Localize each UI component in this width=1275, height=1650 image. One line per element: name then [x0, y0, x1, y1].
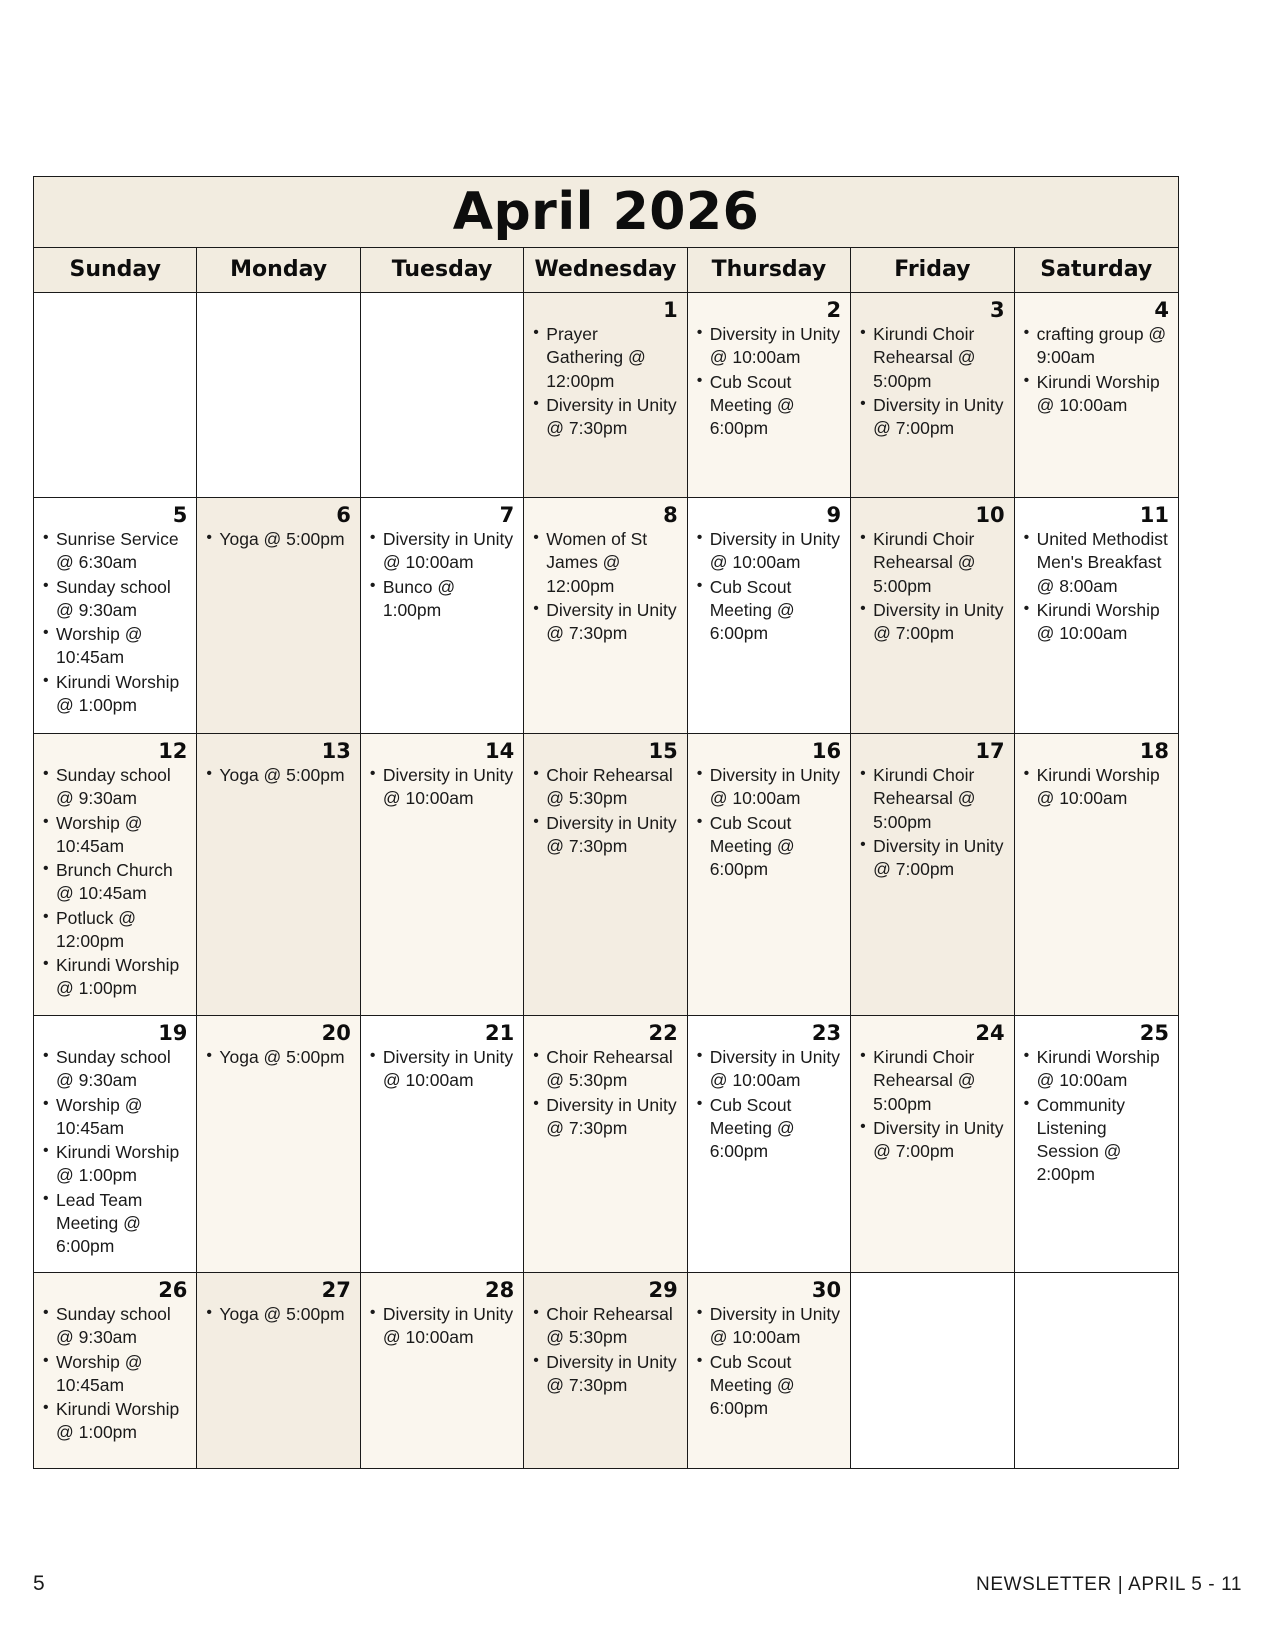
calendar-week-row [34, 498, 1178, 734]
day-cell-empty[interactable] [1015, 1273, 1178, 1468]
day-number: 2 [826, 298, 842, 322]
day-event-list [697, 764, 841, 881]
day-cell-empty[interactable] [197, 293, 360, 497]
event-item[interactable]: • Diversity in Unity @ 10:00am [697, 323, 841, 370]
calendar-week-row [34, 1273, 1178, 1468]
day-event-list [697, 323, 841, 440]
day-number: 6 [336, 503, 351, 527]
calendar-week-row [34, 1016, 1178, 1273]
day-event-list [43, 528, 187, 717]
event-item[interactable]: • Diversity in Unity @ 10:00am [370, 764, 514, 811]
event-item[interactable]: • Yoga @ 5:00pm [206, 528, 350, 551]
day-cell-19[interactable] [34, 1016, 197, 1272]
event-item[interactable]: • Choir Rehearsal @ 5:30pm [533, 1303, 677, 1350]
day-event-list [370, 764, 514, 811]
event-item[interactable]: • Sunday school @ 9:30am [43, 1303, 187, 1350]
day-cell-27[interactable] [197, 1273, 360, 1468]
day-number: 8 [663, 503, 678, 527]
event-item[interactable]: • Cub Scout Meeting @ 6:00pm [697, 576, 841, 646]
day-number: 1 [663, 298, 678, 322]
event-item[interactable]: • Bunco @ 1:00pm [370, 576, 514, 623]
day-cell-12[interactable] [34, 734, 197, 1015]
event-item[interactable]: • Diversity in Unity @ 10:00am [370, 1303, 514, 1350]
calendar-month-header [34, 177, 1178, 248]
day-number: 19 [158, 1021, 188, 1045]
event-item[interactable]: • Diversity in Unity @ 7:00pm [860, 1117, 1004, 1164]
calendar-weeks [34, 293, 1178, 1468]
day-cell-15[interactable] [524, 734, 687, 1015]
event-item[interactable]: • Sunday school @ 9:30am [43, 1046, 187, 1093]
day-cell-21[interactable] [361, 1016, 524, 1272]
event-item[interactable]: • Yoga @ 5:00pm [206, 764, 350, 787]
event-item[interactable]: • Choir Rehearsal @ 5:30pm [533, 764, 677, 811]
event-item[interactable]: • Kirundi Worship @ 1:00pm [43, 671, 187, 718]
day-cell-18[interactable] [1015, 734, 1178, 1015]
day-cell-7[interactable] [361, 498, 524, 733]
day-number: 13 [321, 739, 351, 763]
day-event-list [533, 764, 677, 858]
month-title: April 2026 [452, 182, 760, 242]
event-item[interactable]: • Diversity in Unity @ 10:00am [370, 528, 514, 575]
event-item[interactable]: • crafting group @ 9:00am [1024, 323, 1169, 370]
day-number: 14 [485, 739, 515, 763]
weekday-header-wednesday: Wednesday [524, 248, 687, 292]
event-item[interactable]: • Kirundi Worship @ 10:00am [1024, 371, 1169, 418]
day-cell-2[interactable] [688, 293, 851, 497]
event-item[interactable]: • Worship @ 10:45am [43, 1351, 187, 1398]
weekday-header-sunday: Sunday [34, 248, 197, 292]
event-item[interactable]: • Kirundi Worship @ 1:00pm [43, 1398, 187, 1445]
event-item[interactable]: • Kirundi Worship @ 1:00pm [43, 954, 187, 1001]
day-event-list [1024, 764, 1169, 811]
day-number: 23 [811, 1021, 842, 1045]
day-cell-22[interactable] [524, 1016, 687, 1272]
event-item[interactable]: • Potluck @ 12:00pm [43, 907, 187, 954]
calendar-week-row [34, 293, 1178, 498]
day-cell-6[interactable] [197, 498, 360, 733]
day-number: 24 [975, 1021, 1005, 1045]
day-event-list [860, 528, 1004, 645]
weekday-header-tuesday: Tuesday [361, 248, 524, 292]
day-event-list [697, 1046, 841, 1163]
day-event-list [43, 1303, 187, 1445]
day-cell-11[interactable] [1015, 498, 1178, 733]
event-item[interactable]: • Kirundi Worship @ 10:00am [1024, 599, 1169, 646]
event-item[interactable]: • Diversity in Unity @ 7:00pm [860, 394, 1004, 441]
day-event-list [206, 764, 350, 787]
day-number: 25 [1139, 1021, 1169, 1045]
event-item[interactable]: • Kirundi Worship @ 10:00am [1024, 764, 1169, 811]
day-cell-9[interactable] [688, 498, 851, 733]
day-event-list [43, 764, 187, 1001]
day-event-list [533, 1303, 677, 1397]
event-item[interactable]: • Lead Team Meeting @ 6:00pm [43, 1189, 187, 1259]
day-event-list [697, 528, 841, 645]
day-cell-24[interactable] [851, 1016, 1014, 1272]
day-event-list [533, 528, 677, 645]
event-item[interactable]: • Brunch Church @ 10:45am [43, 859, 187, 906]
day-number: 26 [158, 1278, 188, 1302]
day-cell-14[interactable] [361, 734, 524, 1015]
day-number: 9 [826, 503, 842, 527]
event-item[interactable]: • Kirundi Worship @ 1:00pm [43, 1141, 187, 1188]
event-item[interactable]: • Worship @ 10:45am [43, 623, 187, 670]
event-item[interactable]: • Cub Scout Meeting @ 6:00pm [697, 1094, 841, 1164]
day-event-list [1024, 323, 1169, 417]
event-item[interactable]: • Sunday school @ 9:30am [43, 764, 187, 811]
event-item[interactable]: • Sunday school @ 9:30am [43, 576, 187, 623]
day-number: 22 [648, 1021, 678, 1045]
day-event-list [1024, 528, 1169, 645]
day-cell-30[interactable] [688, 1273, 851, 1468]
event-item[interactable]: • Diversity in Unity @ 7:30pm [533, 394, 677, 441]
day-cell-empty[interactable] [34, 293, 197, 497]
day-number: 7 [499, 503, 515, 527]
page-footer [33, 1572, 1242, 1596]
event-item[interactable]: • Yoga @ 5:00pm [206, 1046, 350, 1069]
day-number: 21 [485, 1021, 515, 1045]
footer-page-number: 5 [33, 1572, 45, 1595]
day-event-list [370, 1303, 514, 1350]
day-event-list [206, 1046, 350, 1069]
event-item[interactable]: • Diversity in Unity @ 10:00am [370, 1046, 514, 1093]
event-item[interactable]: • Diversity in Unity @ 7:30pm [533, 599, 677, 646]
footer-newsletter-label: NEWSLETTER | APRIL 5 - 11 [976, 1574, 1242, 1595]
day-cell-empty[interactable] [361, 293, 524, 497]
day-event-list [860, 1046, 1004, 1163]
day-cell-20[interactable] [197, 1016, 360, 1272]
day-number: 15 [648, 739, 678, 763]
event-item[interactable]: • Kirundi Worship @ 10:00am [1024, 1046, 1169, 1093]
event-item[interactable]: • Diversity in Unity @ 10:00am [697, 1046, 841, 1093]
day-event-list [860, 323, 1004, 440]
day-event-list [697, 1303, 841, 1420]
day-number: 3 [989, 298, 1005, 322]
day-event-list [533, 323, 677, 440]
weekday-header-monday: Monday [197, 248, 360, 292]
day-cell-4[interactable] [1015, 293, 1178, 497]
event-item[interactable]: • Kirundi Choir Rehearsal @ 5:00pm [860, 1046, 1004, 1116]
day-number: 4 [1154, 298, 1169, 322]
day-cell-28[interactable] [361, 1273, 524, 1468]
day-number: 20 [321, 1021, 351, 1045]
day-cell-13[interactable] [197, 734, 360, 1015]
day-cell-10[interactable] [851, 498, 1014, 733]
weekday-header-saturday: Saturday [1040, 257, 1153, 282]
day-number: 28 [485, 1278, 515, 1302]
day-event-list [206, 528, 350, 551]
day-event-list [370, 1046, 514, 1093]
event-item[interactable]: • Diversity in Unity @ 7:00pm [860, 835, 1004, 882]
event-item[interactable]: • Cub Scout Meeting @ 6:00pm [697, 1351, 841, 1421]
calendar-table [33, 176, 1179, 1469]
event-item[interactable]: • Community Listening Session @ 2:00pm [1024, 1094, 1169, 1187]
event-item[interactable]: • Sunrise Service @ 6:30am [43, 528, 187, 575]
day-cell-25[interactable] [1015, 1016, 1178, 1272]
day-number: 10 [975, 503, 1005, 527]
event-item[interactable]: • Choir Rehearsal @ 5:30pm [533, 1046, 677, 1093]
event-item[interactable]: • Kirundi Choir Rehearsal @ 5:00pm [860, 528, 1004, 598]
event-item[interactable]: • Diversity in Unity @ 10:00am [697, 764, 841, 811]
day-cell-16[interactable] [688, 734, 851, 1015]
event-item[interactable]: • United Methodist Men's Breakfast @ 8:00am [1024, 528, 1169, 598]
day-number: 12 [158, 739, 188, 763]
event-item[interactable]: • Diversity in Unity @ 7:00pm [860, 599, 1004, 646]
day-cell-8[interactable] [524, 498, 687, 733]
event-item[interactable]: • Diversity in Unity @ 10:00am [697, 1303, 841, 1350]
day-cell-5[interactable] [34, 498, 197, 733]
day-number: 30 [811, 1278, 842, 1302]
day-event-list [43, 1046, 187, 1258]
day-number: 5 [172, 503, 188, 527]
day-cell-17[interactable] [851, 734, 1014, 1015]
event-item[interactable]: • Women of St James @ 12:00pm [533, 528, 677, 598]
day-number: 18 [1139, 739, 1169, 763]
event-item[interactable]: • Cub Scout Meeting @ 6:00pm [697, 812, 841, 882]
event-item[interactable]: • Yoga @ 5:00pm [206, 1303, 350, 1326]
event-item[interactable]: • Diversity in Unity @ 7:30pm [533, 1351, 677, 1398]
day-cell-empty[interactable] [851, 1273, 1014, 1468]
event-item[interactable]: • Worship @ 10:45am [43, 1094, 187, 1141]
event-item[interactable]: • Cub Scout Meeting @ 6:00pm [697, 371, 841, 441]
event-item[interactable]: • Diversity in Unity @ 10:00am [697, 528, 841, 575]
event-item[interactable]: • Prayer Gathering @ 12:00pm [533, 323, 677, 393]
event-item[interactable]: • Diversity in Unity @ 7:30pm [533, 812, 677, 859]
weekday-header-row [34, 248, 1178, 293]
day-number: 17 [975, 739, 1005, 763]
day-event-list [370, 528, 514, 622]
day-cell-1[interactable] [524, 293, 687, 497]
day-cell-3[interactable] [851, 293, 1014, 497]
day-number: 27 [321, 1278, 351, 1302]
event-item[interactable]: • Kirundi Choir Rehearsal @ 5:00pm [860, 323, 1004, 393]
day-event-list [860, 764, 1004, 881]
day-event-list [1024, 1046, 1169, 1187]
weekday-header-thursday: Thursday [688, 248, 851, 292]
weekday-header-friday: Friday [851, 248, 1014, 292]
day-cell-26[interactable] [34, 1273, 197, 1468]
day-number: 11 [1139, 503, 1169, 527]
event-item[interactable]: • Diversity in Unity @ 7:30pm [533, 1094, 677, 1141]
day-event-list [533, 1046, 677, 1140]
calendar-week-row [34, 734, 1178, 1016]
day-cell-29[interactable] [524, 1273, 687, 1468]
event-item[interactable]: • Worship @ 10:45am [43, 812, 187, 859]
day-cell-23[interactable] [688, 1016, 851, 1272]
day-event-list [206, 1303, 350, 1326]
day-number: 16 [811, 739, 842, 763]
day-number: 29 [648, 1278, 678, 1302]
event-item[interactable]: • Kirundi Choir Rehearsal @ 5:00pm [860, 764, 1004, 834]
